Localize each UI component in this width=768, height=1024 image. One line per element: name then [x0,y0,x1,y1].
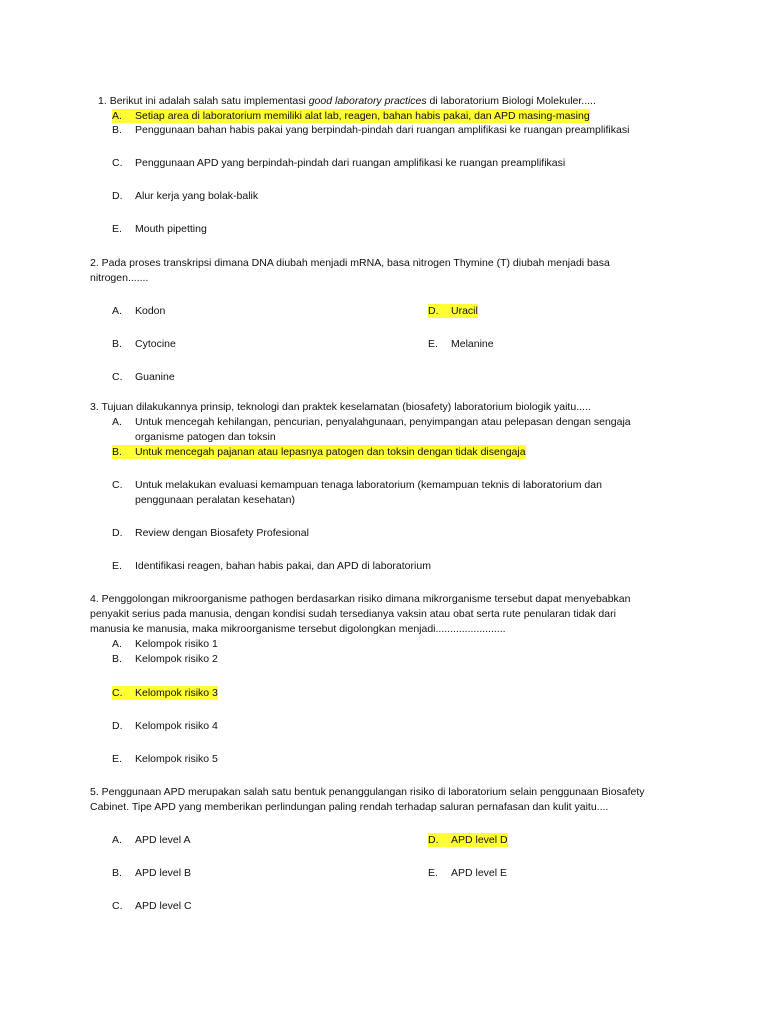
q2-option-d: D. Uracil [428,305,478,317]
question-5-stem-line1: 5. Penggunaan APD merupakan salah satu bentuk penanggulangan risiko di laboratorium selain penggunaan Biosafety [90,786,645,798]
q2-option-e: E. Melanine [428,338,494,350]
q4-option-d: D. Kelompok risiko 4 [112,720,218,732]
q3-option-e: E. Identifikasi reagen, bahan habis pakai, dan APD di laboratorium [112,560,431,572]
q4-option-b: B. Kelompok risiko 2 [112,653,218,665]
q3-option-a-line2: organisme patogen dan toksin [135,431,276,443]
q2-option-b: B. Cytocine [112,338,176,350]
q3-option-a: A. Untuk mencegah kehilangan, pencurian, penyalahgunaan, penyimpangan atau pelepasan dengan sengaja [112,416,631,428]
q4-option-e: E. Kelompok risiko 5 [112,753,218,765]
q1-option-e: E. Mouth pipetting [112,223,207,235]
question-2-stem-line2: nitrogen....... [90,272,149,284]
q3-option-c: C. Untuk melakukan evaluasi kemampuan tenaga laboratorium (kemampuan teknis di laboratorium dan [112,479,602,491]
q2-option-c: C. Guanine [112,371,175,383]
q5-option-e: E. APD level E [428,867,508,879]
q5-option-c: C. APD level C [112,900,192,912]
question-1-stem: 1. Berikut ini adalah salah satu implementasi good laboratory practices di laboratorium Biologi Molekuler..... [98,95,596,107]
question-2-stem-line1: 2. Pada proses transkripsi dimana DNA diubah menjadi mRNA, basa nitrogen Thymine (T) diubah menjadi basa [90,257,610,269]
q2-option-a: A. Kodon [112,305,166,317]
question-4-stem-line1: 4. Penggolongan mikroorganisme pathogen berdasarkan risiko dimana mikrorganisme tersebut dapat menyebabkan [90,593,631,605]
q1-option-a: A. Setiap area di laboratorium memiliki alat lab, reagen, bahan habis pakai, dan APD masing-masing [112,110,590,122]
q3-option-b: B. Untuk mencegah pajanan atau lepasnya patogen dan toksin dengan tidak disengaja [112,446,526,458]
q4-option-c: C. Kelompok risiko 3 [112,687,218,699]
q1-option-d: D. Alur kerja yang bolak-balik [112,190,259,202]
question-3-stem: 3. Tujuan dilakukannya prinsip, teknologi dan praktek keselamatan (biosafety) laboratorium biologik yaitu..... [90,401,591,413]
question-4-stem-line3: manusia ke manusia, maka mikroorganisme tersebut digolongkan menjadi........................ [90,623,506,635]
question-1-number: 1. [98,95,107,107]
q1-option-c: C. Penggunaan APD yang berpindah-pindah dari ruangan amplifikasi ke ruangan preamplifikasi [112,157,566,169]
q4-option-a: A. Kelompok risiko 1 [112,638,218,650]
q3-option-d: D. Review dengan Biosafety Profesional [112,527,309,539]
q5-option-a: A. APD level A [112,834,191,846]
question-5-stem-line2: Cabinet. Tipe APD yang memberikan perlindungan paling rendah terhadap saluran pernafasan dan kulit yaitu.... [90,801,609,813]
q3-option-c-line2: penggunaan peralatan kesehatan) [135,494,295,506]
q5-option-d: D. APD level D [428,834,508,846]
q1-option-b: B. Penggunaan bahan habis pakai yang berpindah-pindah dari ruangan amplifikasi ke ruangan preamplifikasi [112,124,630,136]
question-4-stem-line2: penyakit serius pada manusia, dengan kondisi sudah tersedianya vaksin atau obat serta rute penularan tidak dari [90,608,616,620]
q5-option-b: B. APD level B [112,867,192,879]
